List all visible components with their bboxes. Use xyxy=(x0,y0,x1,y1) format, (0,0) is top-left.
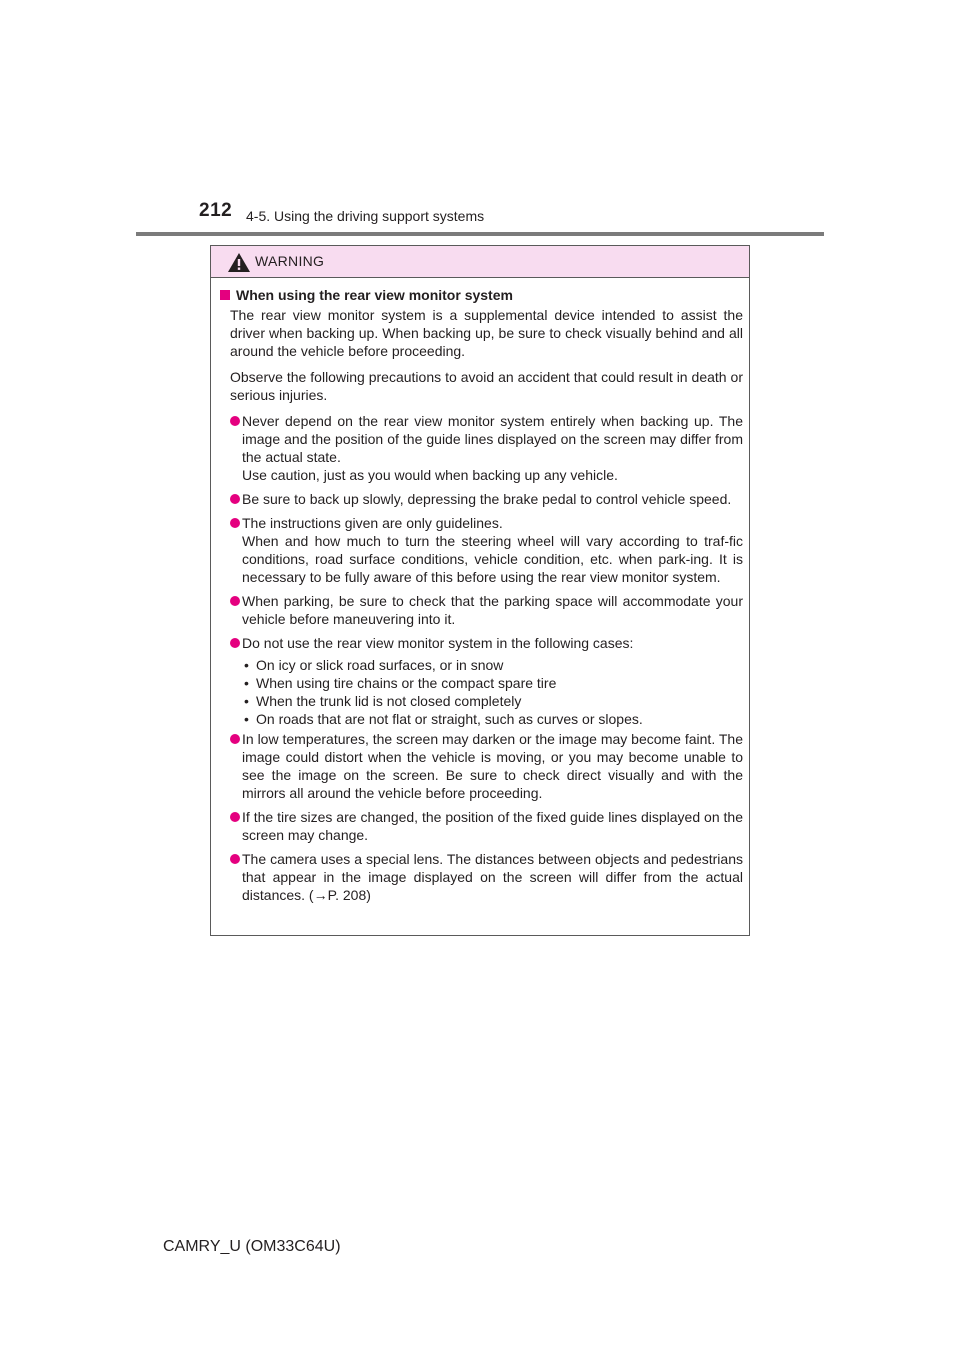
intro-paragraph: Observe the following precautions to avoid an accident that could result in death or serious injuries. xyxy=(230,369,743,403)
warning-body xyxy=(211,278,749,904)
warning-triangle-icon xyxy=(228,253,250,272)
precaution-item xyxy=(220,490,743,508)
precaution-item xyxy=(220,592,743,628)
dot-bullet: • xyxy=(244,675,249,691)
precaution-text: If the tire sizes are changed, the position of the fixed guide lines displayed on the screen may change. xyxy=(242,809,743,843)
precaution-item xyxy=(220,808,743,844)
dot-bullet: • xyxy=(244,693,249,709)
header-divider xyxy=(136,232,824,236)
square-bullet-icon xyxy=(220,290,230,300)
circle-bullet-icon xyxy=(230,518,240,528)
list-item xyxy=(242,674,743,692)
section-title: 4-5. Using the driving support systems xyxy=(246,208,485,224)
circle-bullet-icon xyxy=(230,596,240,606)
precaution-text: When and how much to turn the steering wheel will vary according to traf-fic conditions, road surface conditions, vehicle condition, etc. when park-ing. It is necessary to be fully aware of this before using the rear view monitor system. xyxy=(242,533,743,585)
precaution-text: Do not use the rear view monitor system in the following cases: xyxy=(242,635,634,651)
circle-bullet-icon xyxy=(230,812,240,822)
precaution-item xyxy=(220,634,743,652)
document-code: CAMRY_U (OM33C64U) xyxy=(163,1238,341,1255)
circle-bullet-icon xyxy=(230,416,240,426)
case-text: On roads that are not flat or straight, such as curves or slopes. xyxy=(256,711,643,727)
precaution-text: Be sure to back up slowly, depressing the brake pedal to control vehicle speed. xyxy=(242,491,732,507)
dot-bullet: • xyxy=(244,657,249,673)
precaution-text: The instructions given are only guidelines. xyxy=(242,515,503,531)
circle-bullet-icon xyxy=(230,734,240,744)
dot-bullet: • xyxy=(244,711,249,727)
page-number: 212 xyxy=(199,200,233,221)
circle-bullet-icon xyxy=(230,494,240,504)
circle-bullet-icon xyxy=(230,638,240,648)
warning-header xyxy=(211,246,749,278)
precaution-text: Use caution, just as you would when backing up any vehicle. xyxy=(242,467,618,483)
list-item xyxy=(242,692,743,710)
intro-paragraph: The rear view monitor system is a supplemental device intended to assist the driver when backing up. When backing up, be sure to check visually behind and all around the vehicle before proceeding. xyxy=(230,307,743,359)
precaution-text: Never depend on the rear view monitor system entirely when backing up. The image and the position of the guide lines displayed on the screen may differ from the actual state. xyxy=(242,413,743,465)
case-text: When the trunk lid is not closed completely xyxy=(256,693,522,709)
list-item xyxy=(242,656,743,674)
warning-heading xyxy=(220,286,743,304)
precaution-item xyxy=(220,412,743,484)
case-text: On icy or slick road surfaces, or in snow xyxy=(256,657,504,673)
case-text: When using tire chains or the compact spare tire xyxy=(256,675,557,691)
warning-heading-text: When using the rear view monitor system xyxy=(236,287,513,303)
precaution-item xyxy=(220,730,743,802)
precaution-item xyxy=(220,850,743,904)
warning-box xyxy=(210,245,750,936)
circle-bullet-icon xyxy=(230,854,240,864)
case-list xyxy=(220,656,743,728)
page-header xyxy=(0,0,960,240)
precaution-text: In low temperatures, the screen may darken or the image may become faint. The image could distort when the vehicle is moving, or you may become unable to see the image on the screen. Be sure to check direct visually and with the mirrors all around the vehicle before proceeding. xyxy=(242,731,743,801)
precaution-text: When parking, be sure to check that the parking space will accommodate your vehicle before maneuvering into it. xyxy=(242,593,743,627)
warning-label: WARNING xyxy=(255,253,325,269)
list-item xyxy=(242,710,743,728)
precaution-text: The camera uses a special lens. The distances between objects and pedestrians that appear in the image displayed on the screen will differ from the actual distances. (→P. 208) xyxy=(242,851,743,903)
precaution-item xyxy=(220,514,743,586)
